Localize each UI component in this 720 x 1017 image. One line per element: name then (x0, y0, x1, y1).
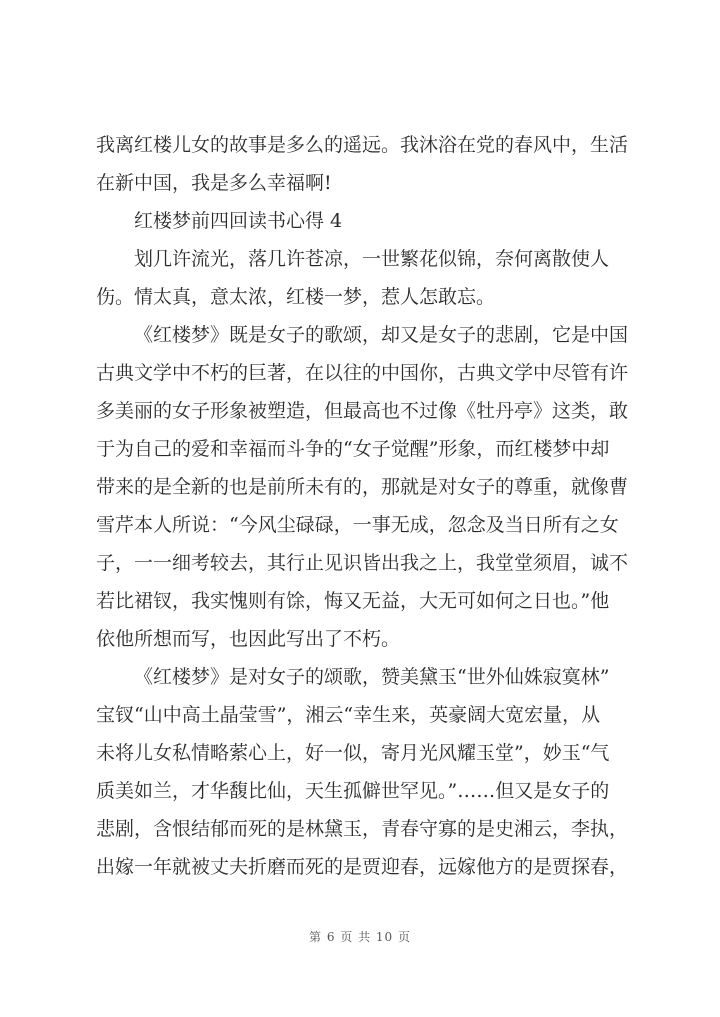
text-line: 于为自己的爱和幸福而斗争的“女子觉醒”形象，而红楼梦中却 (96, 438, 610, 460)
text-line: 我离红楼儿女的故事是多么的遥远。我沐浴在党的春风中，生活 (96, 134, 629, 156)
text-line: 依他所想而写，也因此写出了不朽。 (96, 628, 401, 650)
text-line: 《红楼梦》既是女子的歌颂，却又是女子的悲剧，它是中国 (134, 324, 629, 346)
text-line: 伤。情太真，意太浓，红楼一梦，惹人怎敢忘。 (96, 286, 496, 308)
section-heading: 红楼梦前四回读书心得 4 (134, 210, 343, 232)
text-line: 古典文学中不朽的巨著，在以往的中国你，古典文学中尽管有许 (96, 362, 629, 384)
text-line: 未将儿女私情略萦心上，好一似，寄月光风耀玉堂”，妙玉“气 (96, 742, 610, 764)
text-line: 《红楼梦》是对女子的颂歌，赞美黛玉“世外仙姝寂寞林” (134, 666, 610, 688)
text-line: 多美丽的女子形象被塑造，但最高也不过像《牡丹亭》这类，敢 (96, 400, 629, 422)
text-line: 雪芹本人所说：“今风尘碌碌，一事无成，忽念及当日所有之女 (96, 514, 619, 536)
text-line: 子，一一细考较去，其行止见识皆出我之上，我堂堂须眉，诚不 (96, 552, 629, 574)
text-line: 带来的是全新的也是前所未有的，那就是对女子的尊重，就像曹 (96, 476, 629, 498)
text-line: 悲剧，含恨结郁而死的是林黛玉，青春守寡的是史湘云，李执， (96, 818, 629, 840)
page-footer: 第 6 页 共 10 页 (309, 930, 411, 944)
text-line: 出嫁一年就被丈夫折磨而死的是贾迎春，远嫁他方的是贾探春， (96, 856, 629, 878)
text-line: 宝钗“山中高土晶莹雪”，湘云“幸生来，英豪阔大宽宏量，从 (96, 704, 601, 726)
text-line: 质美如兰，才华馥比仙，天生孤僻世罕见。”……但又是女子的 (96, 780, 610, 802)
text-line: 若比裙钗，我实愧则有馀，悔又无益，大无可如何之日也。”他 (96, 590, 610, 612)
text-line: 划几许流光，落几许苍凉，一世繁花似锦，奈何离散使人 (134, 248, 610, 270)
text-line: 在新中国，我是多么幸福啊! (96, 172, 332, 194)
